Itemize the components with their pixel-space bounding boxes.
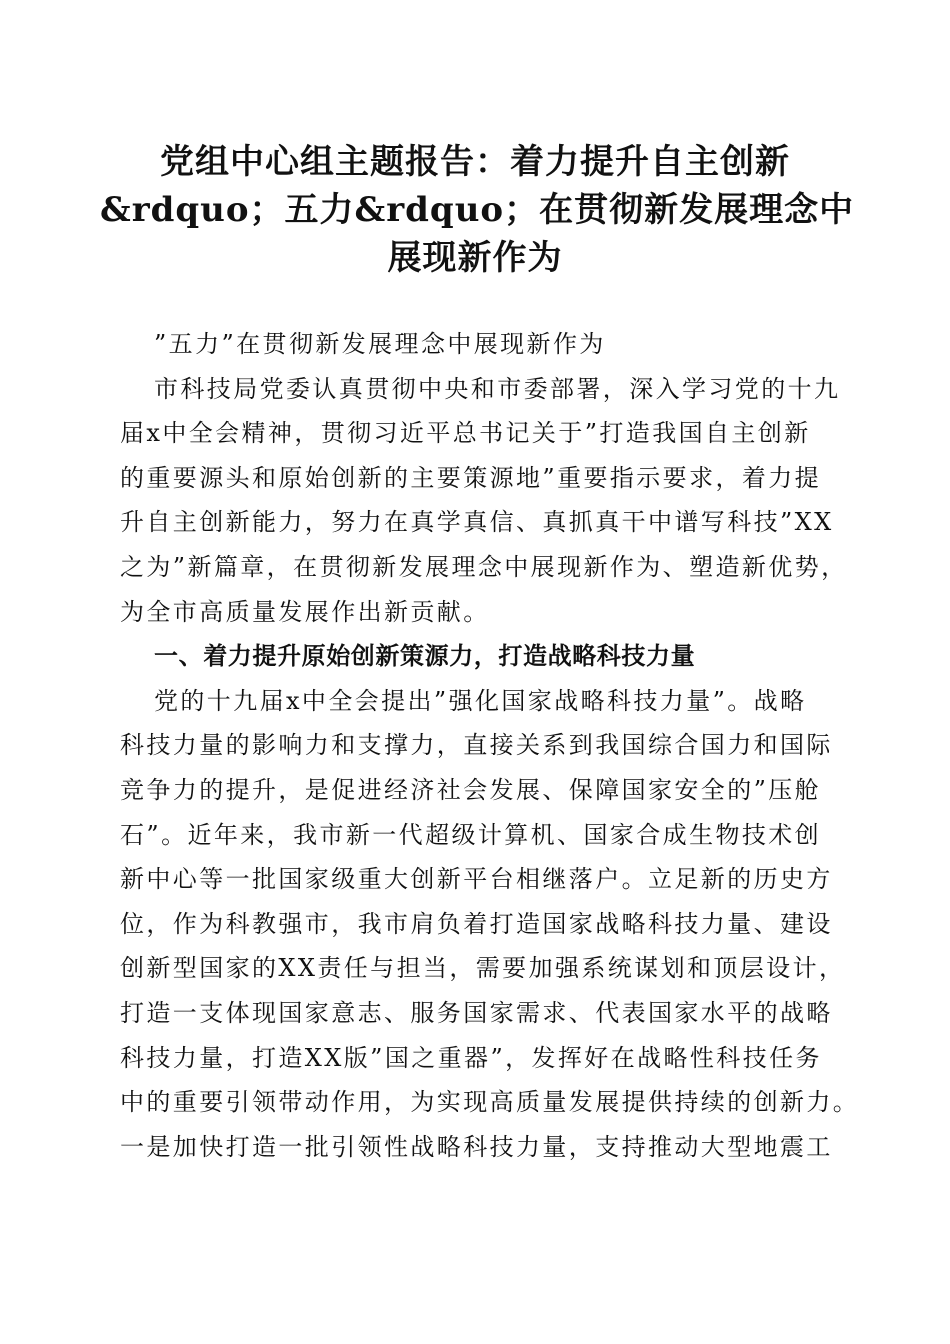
title-line: 展现新作为 — [387, 238, 563, 278]
subtitle-line: ”五力”在贯彻新发展理念中展现新作为 — [154, 330, 606, 358]
paragraph-line: 的重要源头和原始创新的主要策源地”重要指示要求，着力提 — [120, 463, 822, 492]
paragraph-line: 届x中全会精神，贯彻习近平总书记关于”打造我国自主创新 — [120, 419, 811, 448]
section-heading: 一、着力提升原始创新策源力，打造战略科技力量 — [154, 642, 696, 671]
paragraph-line: 之为”新篇章，在贯彻新发展理念中展现新作为、塑造新优势， — [120, 552, 848, 581]
paragraph-line: 科技力量，打造XX版”国之重器”，发挥好在战略性科技任务 — [120, 1043, 822, 1072]
paragraph-line: 打造一支体现国家意志、服务国家需求、代表国家水平的战略 — [120, 998, 833, 1027]
paragraph-line: 位，作为科教强市，我市肩负着打造国家战略科技力量、建设 — [120, 909, 833, 938]
paragraph-line: 一是加快打造一批引领性战略科技力量，支持推动大型地震工 — [120, 1132, 833, 1161]
paragraph-line: 竞争力的提升，是促进经济社会发展、保障国家安全的”压舱 — [120, 775, 822, 804]
title-line: 党组中心组主题报告：着力提升自主创新 — [160, 142, 790, 182]
paragraph-line: 党的十九届x中全会提出”强化国家战略科技力量”。战略 — [154, 686, 807, 715]
paragraph-line: 为全市高质量发展作出新贡献。 — [120, 597, 490, 626]
document-title — [100, 138, 855, 282]
paragraph-line: 创新型国家的XX责任与担当，需要加强系统谋划和顶层设计， — [120, 954, 846, 983]
title-line: &rdquo；五力&rdquo；在贯彻新发展理念中 — [100, 190, 855, 230]
paragraph-intro — [120, 367, 848, 635]
paragraph-line: 中的重要引领带动作用，为实现高质量发展提供持续的创新力。 — [120, 1088, 860, 1117]
paragraph-section1 — [120, 679, 860, 1170]
document-body — [120, 322, 860, 1169]
paragraph-line: 石”。近年来，我市新一代超级计算机、国家合成生物技术创 — [120, 820, 822, 849]
paragraph-line: 新中心等一批国家级重大创新平台相继落户。立足新的历史方 — [120, 865, 833, 894]
paragraph-line: 科技力量的影响力和支撑力，直接关系到我国综合国力和国际 — [120, 731, 833, 760]
paragraph-line: 升自主创新能力，努力在真学真信、真抓真干中谱写科技”XX — [120, 508, 834, 537]
paragraph-line: 市科技局党委认真贯彻中央和市委部署，深入学习党的十九 — [154, 374, 841, 403]
